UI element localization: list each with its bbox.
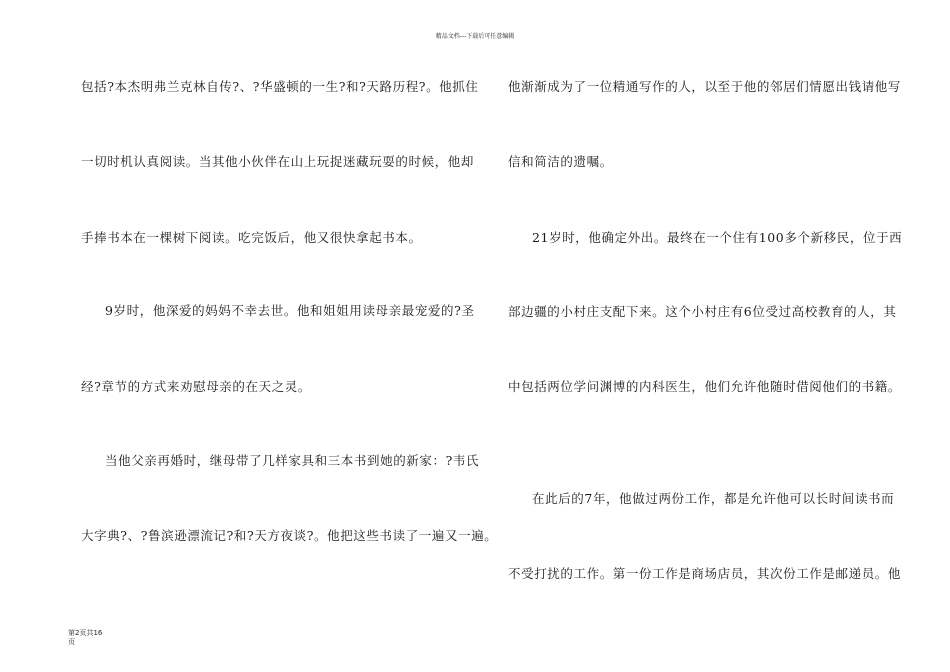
text-line: 他渐渐成为了一位精通写作的人，以至于他的邻居们情愿出钱请他写 [508, 79, 902, 94]
text-line: 当他父亲再婚时，继母带了几样家具和三本书到她的新家：?韦氏 [105, 453, 480, 468]
text-line: 手捧书本在一棵树下阅读。吃完饭后，他又很快拿起书本。 [81, 230, 422, 245]
text-line: 中包括两位学问渊博的内科医生，他们允许他随时借阅他们的书籍。 [508, 379, 902, 394]
text-line: 大字典?、?鲁滨逊漂流记?和?天方夜谈?。他把这些书读了一遍又一遍。 [81, 528, 498, 543]
page-header: 精品文档---下载后可任意编辑 [435, 33, 515, 40]
text-line: 一切时机认真阅读。当其他小伙伴在山上玩捉迷藏玩耍的时候，他却 [81, 154, 475, 169]
text-line: 21岁时，他确定外出。最终在一个住有100多个新移民，位于西 [532, 230, 903, 245]
text-line: 信和简洁的遗嘱。 [508, 154, 613, 169]
page-number-line: 第2页共16 [68, 629, 103, 637]
text-line: 不受打扰的工作。第一份工作是商场店员，其次份工作是邮递员。他 [508, 566, 902, 581]
text-line: 部边疆的小村庄支配下来。这个小村庄有6位受过高校教育的人，其 [508, 304, 897, 319]
text-line: 9岁时，他深爱的妈妈不幸去世。他和姐姐用读母亲最宠爱的?圣 [105, 303, 475, 318]
text-line: 包括?本杰明弗兰克林自传?、?华盛顿的一生?和?天路历程?。他抓住 [81, 79, 479, 94]
text-line: 经?章节的方式来劝慰母亲的在天之灵。 [81, 379, 312, 394]
page-number [68, 629, 102, 647]
page-number-line: 页 [68, 638, 75, 646]
text-line: 在此后的7年，他做过两份工作，都是允许他可以长时间读书而 [532, 491, 895, 506]
